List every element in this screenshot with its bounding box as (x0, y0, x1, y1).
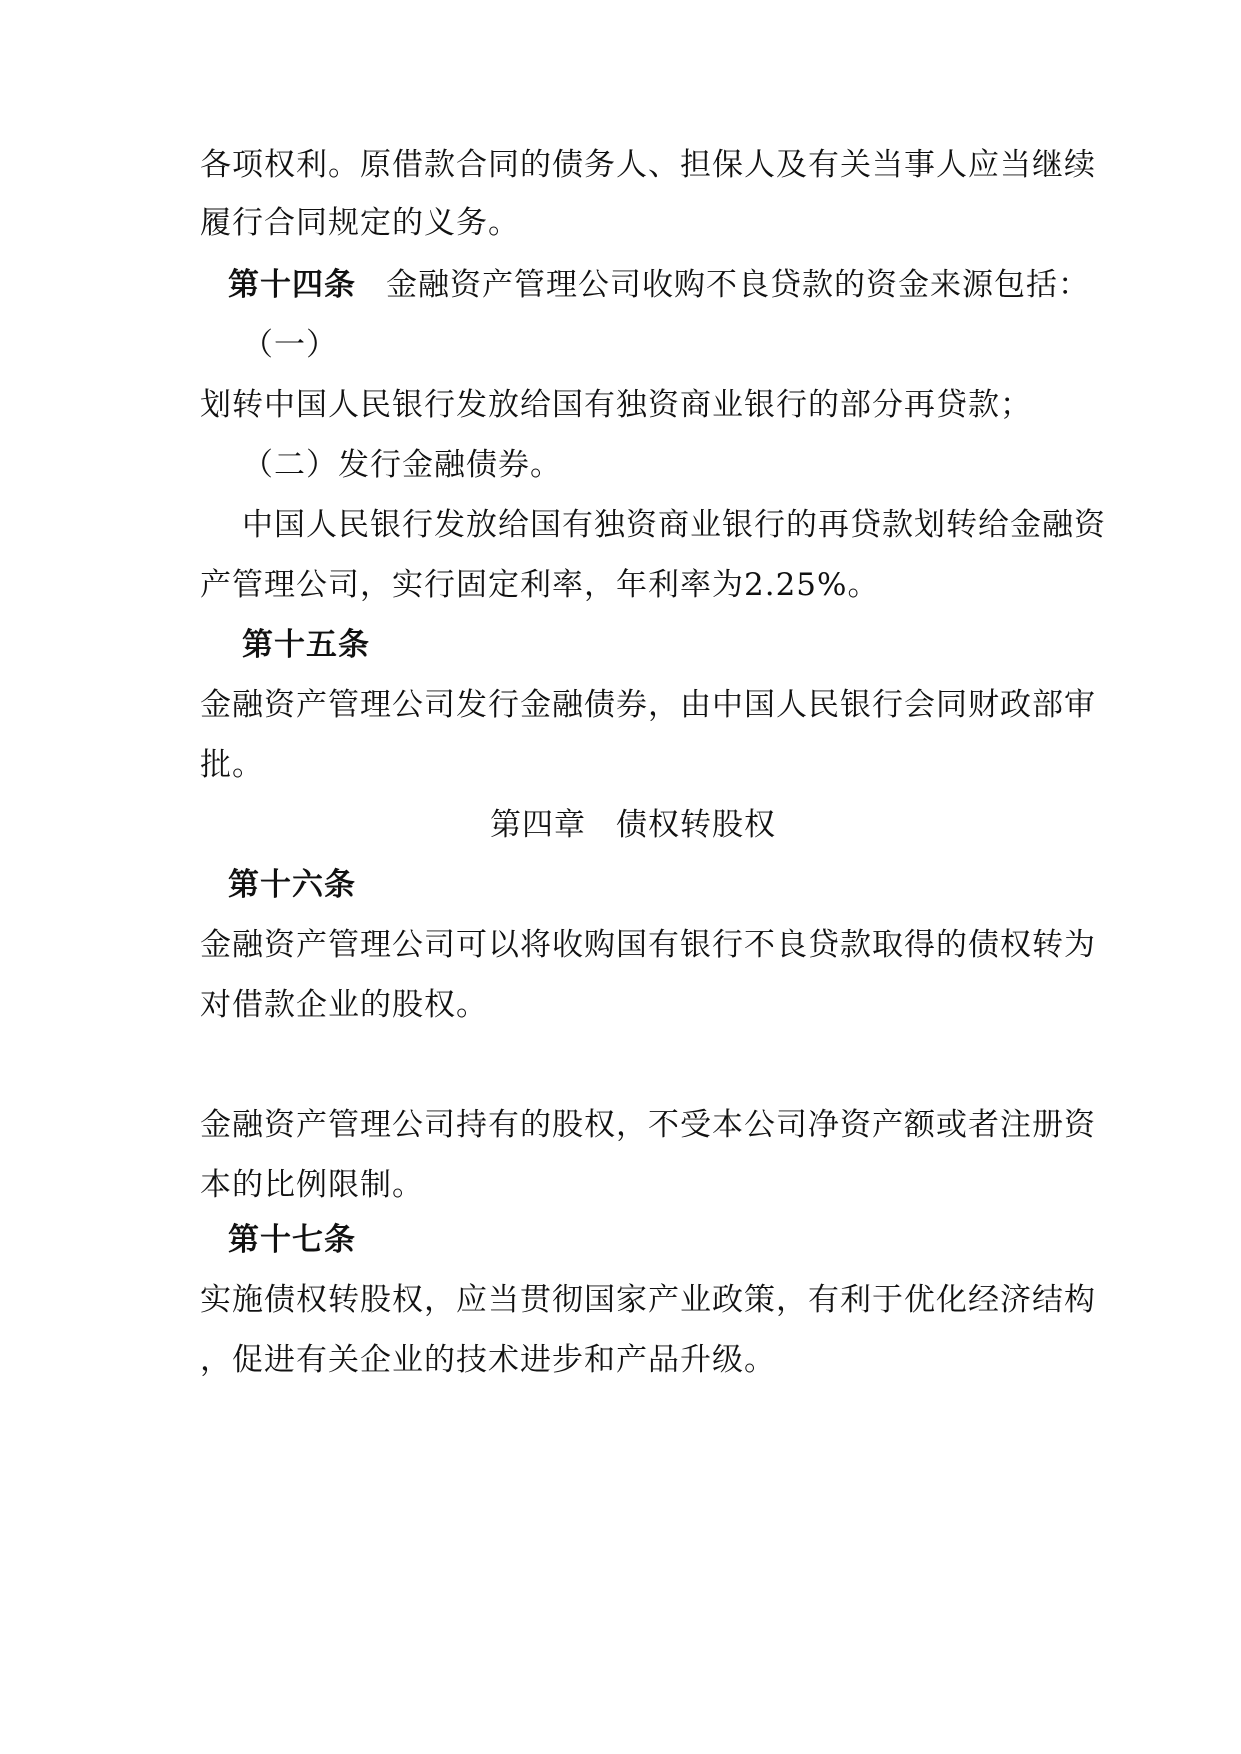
chapter-title: 债权转股权 (616, 807, 776, 843)
paragraph-line: 各项权利。原借款合同的债务人、担保人及有关当事人应当继续 (200, 147, 1096, 183)
article-heading: 第十四条 (228, 267, 356, 303)
paragraph-line: 中国人民银行发放给国有独资商业银行的再贷款划转给金融资 (242, 507, 1106, 543)
list-item-text: 划转中国人民银行发放给国有独资商业银行的部分再贷款； (200, 387, 1032, 423)
article-text: 金融资产管理公司收购不良贷款的资金来源包括： (386, 267, 1090, 303)
paragraph-line: 金融资产管理公司可以将收购国有银行不良贷款取得的债权转为 (200, 927, 1096, 963)
list-item-marker: （一） (242, 327, 338, 363)
paragraph-line: 对借款企业的股权。 (200, 987, 488, 1023)
paragraph-line: 金融资产管理公司持有的股权，不受本公司净资产额或者注册资 (200, 1107, 1096, 1143)
paragraph-line: 本的比例限制。 (200, 1167, 424, 1203)
article-14 (228, 265, 1090, 305)
paragraph-line: 金融资产管理公司发行金融债券，由中国人民银行会同财政部审 (200, 687, 1096, 723)
article-heading: 第十七条 (228, 1222, 356, 1258)
paragraph-line: ，促进有关企业的技术进步和产品升级。 (200, 1342, 776, 1378)
chapter-number: 第四章 (490, 807, 586, 843)
list-item: （二）发行金融债券。 (242, 447, 562, 483)
paragraph-line: 实施债权转股权，应当贯彻国家产业政策，有利于优化经济结构 (200, 1282, 1096, 1318)
chapter-heading (490, 805, 776, 845)
article-heading: 第十五条 (242, 627, 370, 663)
paragraph-line: 履行合同规定的义务。 (200, 205, 520, 241)
article-heading: 第十六条 (228, 867, 356, 903)
paragraph-line: 批。 (200, 747, 264, 783)
paragraph-line: 产管理公司，实行固定利率，年利率为2.25%。 (200, 567, 880, 603)
